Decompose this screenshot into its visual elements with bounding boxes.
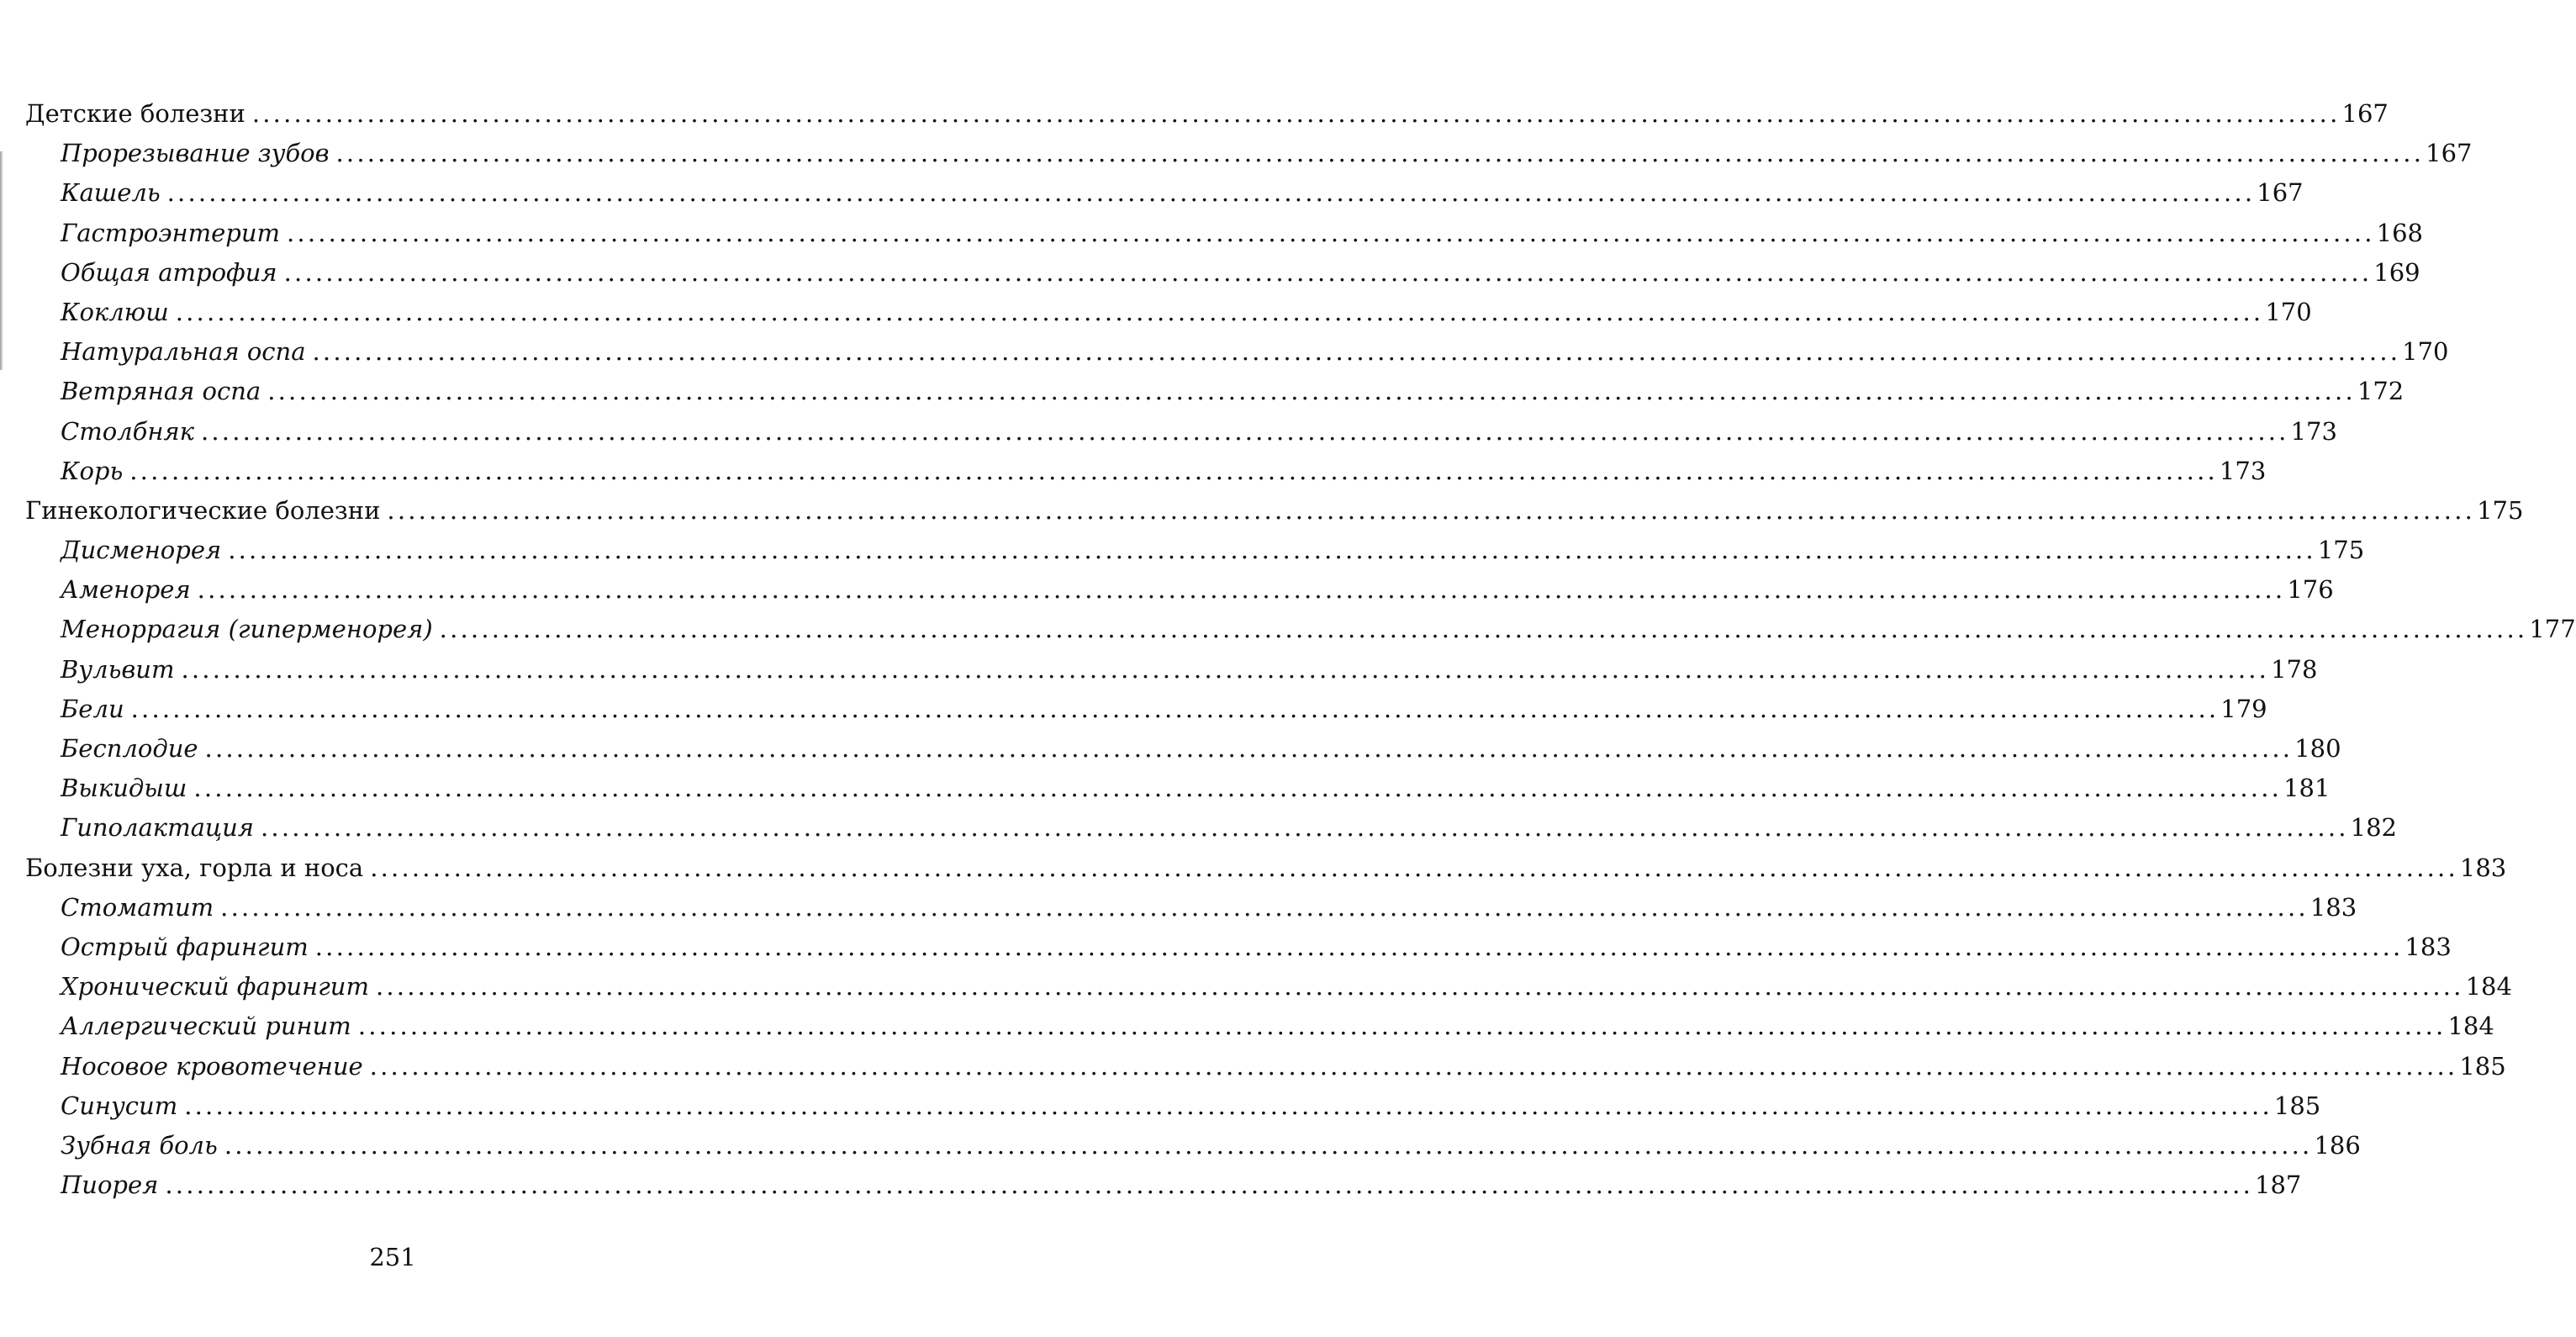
toc-entry-title: Коклюш [61,297,169,326]
toc-entry-row [25,1086,2321,1126]
dot-leader: ........................................................................................................................................................................................................ [357,1012,2447,1041]
dot-leader: ........................................................................................................................................................................................................ [439,615,2528,644]
toc-entry-title: Меноррагия (гиперменорея) [61,615,433,644]
toc-entry-title: Ветряная оспа [61,377,261,406]
toc-entry-row [25,1165,2302,1205]
toc-entry-title: Гиполактация [61,813,254,843]
toc-section-title: Детские болезни [25,99,245,128]
dot-leader: ........................................................................................................................................................................................................ [193,774,2283,803]
toc-entry-title: Дисменорея [61,536,222,565]
toc-entry-title: Натуральная оспа [61,337,306,367]
dot-leader: ........................................................................................................................................................................................................ [220,892,2309,922]
dot-leader: ........................................................................................................................................................................................................ [200,416,2289,446]
toc-entry-row [25,253,2420,293]
toc-entry-row [25,293,2312,332]
toc-page-ref: 167 [2341,99,2389,128]
toc-page-ref: 168 [2376,218,2424,247]
dot-leader: ........................................................................................................................................................................................................ [369,1051,2458,1081]
toc-page-ref: 180 [2294,734,2341,763]
toc-page-ref: 175 [2477,495,2524,525]
toc-entry-title: Кашель [61,178,161,208]
dot-leader: ........................................................................................................................................................................................................ [224,1130,2313,1160]
toc-page-ref: 183 [2404,932,2452,961]
toc-entry-title: Столбняк [61,416,194,446]
dot-leader: ........................................................................................................................................................................................................ [166,178,2256,208]
toc-entry-row [25,808,2398,848]
dot-leader: ........................................................................................................................................................................................................ [197,575,2286,605]
dot-leader: ........................................................................................................................................................................................................ [130,694,2220,723]
dot-leader: ........................................................................................................................................................................................................ [129,456,2218,485]
toc-section-row [25,94,2389,134]
toc-page-ref: 178 [2271,654,2318,684]
toc-entry-title: Вульвит [61,654,175,684]
table-of-contents [25,94,2576,1205]
toc-page-ref: 181 [2283,774,2331,803]
toc-entry-title: Аллергический ринит [61,1012,351,1041]
dot-leader: ........................................................................................................................................................................................................ [314,932,2404,961]
dot-leader: ........................................................................................................................................................................................................ [184,1091,2272,1120]
toc-entry-title: Выкидыш [61,774,187,803]
toc-page-ref: 170 [2402,337,2449,367]
dot-leader: ........................................................................................................................................................................................................ [387,495,2476,525]
toc-page-ref: 173 [2219,456,2267,485]
toc-entry-title: Корь [61,456,124,485]
toc-page-ref: 175 [2317,536,2365,565]
toc-entry-row [25,412,2337,452]
dot-leader: ........................................................................................................................................................................................................ [251,99,2341,128]
toc-entry-row [25,1007,2494,1046]
toc-entry-title: Острый фарингит [61,932,309,961]
toc-page-ref: 177 [2529,615,2576,644]
toc-entry-row [25,1047,2506,1086]
toc-page-ref: 176 [2287,575,2334,605]
toc-page-ref: 172 [2357,377,2404,406]
toc-entry-row [25,650,2318,690]
toc-entry-row [25,927,2452,967]
toc-section-row [25,491,2524,531]
toc-entry-title: Гастроэнтерит [61,218,280,247]
toc-section-title: Болезни уха, горла и носа [25,853,364,882]
toc-entry-title: Общая атрофия [61,257,277,287]
dot-leader: ........................................................................................................................................................................................................ [312,337,2401,367]
toc-page-ref: 170 [2265,297,2312,326]
toc-entry-row [25,134,2473,173]
toc-entry-title: Бели [61,694,124,723]
toc-page-ref: 185 [2459,1051,2506,1081]
dot-leader: ........................................................................................................................................................................................................ [370,853,2458,882]
toc-entry-row [25,570,2334,610]
toc-page-ref: 179 [2220,694,2267,723]
toc-entry-row [25,769,2331,808]
toc-entry-title: Зубная боль [61,1130,218,1160]
page-number: 251 [369,1243,416,1271]
toc-page-ref: 169 [2373,257,2420,287]
toc-page-ref: 182 [2350,813,2398,843]
toc-entry-title: Бесплодие [61,734,198,763]
toc-page-ref: 184 [2447,1012,2494,1041]
toc-entry-title: Синусит [61,1091,178,1120]
dot-leader: ........................................................................................................................................................................................................ [181,654,2270,684]
toc-page-ref: 167 [2257,178,2304,208]
toc-page-ref: 184 [2465,972,2512,1001]
toc-entry-row [25,452,2267,491]
toc-entry-title: Пиорея [61,1171,159,1200]
toc-section-title: Гинекологические болезни [25,495,381,525]
toc-entry-row [25,531,2365,570]
dot-leader: ........................................................................................................................................................................................................ [267,377,2356,406]
toc-entry-row [25,610,2576,649]
toc-page-ref: 183 [2459,853,2507,882]
toc-entry-row [25,967,2512,1007]
dot-leader: ........................................................................................................................................................................................................ [165,1171,2254,1200]
toc-entry-title: Прорезывание зубов [61,139,330,168]
dot-leader: ........................................................................................................................................................................................................ [283,257,2373,287]
toc-entry-title: Аменорея [61,575,191,605]
toc-entry-row [25,729,2341,769]
toc-entry-row [25,332,2449,372]
toc-entry-row [25,214,2424,253]
toc-entry-title: Стоматит [61,892,214,922]
toc-entry-row [25,1126,2361,1165]
dot-leader: ........................................................................................................................................................................................................ [175,297,2264,326]
toc-page-ref: 185 [2273,1091,2321,1120]
toc-entry-row [25,372,2404,411]
toc-entry-title: Носовое кровотечение [61,1051,363,1081]
toc-entry-row [25,888,2357,927]
dot-leader: ........................................................................................................................................................................................................ [228,536,2316,565]
dot-leader: ........................................................................................................................................................................................................ [335,139,2425,168]
toc-page-ref: 183 [2309,892,2357,922]
toc-page-ref: 173 [2290,416,2337,446]
dot-leader: ........................................................................................................................................................................................................ [204,734,2294,763]
dot-leader: ........................................................................................................................................................................................................ [261,813,2349,843]
toc-page-ref: 186 [2314,1130,2361,1160]
dot-leader: ........................................................................................................................................................................................................ [375,972,2464,1001]
toc-page-ref: 167 [2426,139,2473,168]
toc-entry-title: Хронический фарингит [61,972,369,1001]
dot-leader: ........................................................................................................................................................................................................ [287,218,2375,247]
toc-entry-row [25,173,2304,213]
page-edge-shadow [0,151,3,370]
toc-section-row [25,848,2507,888]
toc-entry-row [25,690,2267,729]
toc-page-ref: 187 [2255,1171,2302,1200]
